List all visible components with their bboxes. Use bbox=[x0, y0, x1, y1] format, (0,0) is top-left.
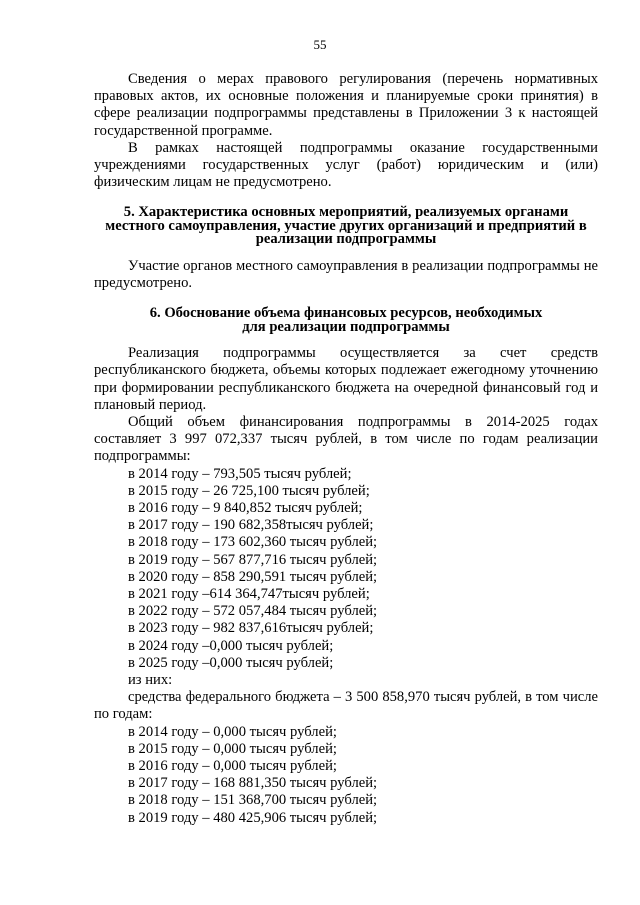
list-item: в 2016 году – 0,000 тысяч рублей; bbox=[128, 758, 337, 775]
list-item: в 2025 году –0,000 тысяч рублей; bbox=[128, 654, 334, 671]
section-6-paragraph-2: Общий объем финансирования подпрограммы в 2014-2025 годах составляет 3 997 072,337 тысяч рублей, в том числе по годам реализации подпрограммы: bbox=[94, 414, 598, 465]
section-5-paragraph: Участие органов местного самоуправления в реализации подпрограммы не предусмотрено. bbox=[94, 257, 598, 291]
list-item: в 2019 году – 480 425,906 тысяч рублей; bbox=[128, 809, 378, 826]
paragraph-state-services: В рамках настоящей подпрограммы оказание государственными учреждениями государственных услуг (работ) юридическим и (или) физическим лицам не предусмотрено. bbox=[94, 139, 598, 191]
list-item: в 2018 году – 151 368,700 тысяч рублей; bbox=[128, 792, 378, 809]
paragraph-legal-regulation: Сведения о мерах правового регулирования (перечень нормативных правовых актов, их основные положения и планируемые сроки принятия) в сфере реализации подпрограммы представлены в Приложении 3 к настоящей государственной программе. bbox=[94, 71, 598, 139]
list-item: в 2014 году – 793,505 тысяч рублей; bbox=[128, 465, 352, 482]
section-6-title-line-1: 6. Обоснование объема финансовых ресурсов, необходимых bbox=[149, 305, 543, 321]
federal-budget-paragraph: средства федерального бюджета – 3 500 858,970 тысяч рублей, в том числе по годам: bbox=[94, 689, 598, 723]
list-item: в 2017 году – 190 682,358тысяч рублей; bbox=[128, 517, 374, 534]
list-item: в 2014 году – 0,000 тысяч рублей; bbox=[128, 723, 337, 740]
section-6-paragraph-1: Реализация подпрограммы осуществляется за счет средств республиканского бюджета, объемы которых подлежает ежегодному уточнению при формировании республиканского бюджета на очередной финансовый год и плановый период. bbox=[94, 345, 598, 413]
list-item: в 2018 году – 173 602,360 тысяч рублей; bbox=[128, 534, 378, 551]
list-item: в 2016 году – 9 840,852 тысяч рублей; bbox=[128, 500, 363, 517]
list-item: в 2022 году – 572 057,484 тысяч рублей; bbox=[128, 603, 378, 620]
financing-by-year-list bbox=[94, 466, 598, 672]
federal-by-year-list bbox=[94, 724, 598, 827]
section-6-title-line-2: для реализации подпрограммы bbox=[242, 318, 450, 335]
section-5-title-line-1: 5. Характеристика основных мероприятий, реализуемых органами bbox=[123, 204, 569, 220]
section-5-title-line-3: реализации подпрограммы bbox=[255, 231, 437, 248]
of-them-label: из них: bbox=[128, 672, 173, 689]
page-number: 55 bbox=[313, 37, 327, 52]
section-5-title-line-2: местного самоуправления, участие других организаций и предприятий в bbox=[105, 217, 587, 234]
list-item: в 2015 году – 0,000 тысяч рублей; bbox=[128, 740, 337, 757]
list-item: в 2021 году –614 364,747тысяч рублей; bbox=[128, 586, 370, 603]
list-item: в 2017 году – 168 881,350 тысяч рублей; bbox=[128, 775, 378, 792]
section-6 bbox=[94, 307, 598, 827]
list-item: в 2024 году –0,000 тысяч рублей; bbox=[128, 637, 334, 654]
list-item: в 2020 году – 858 290,591 тысяч рублей; bbox=[128, 568, 378, 585]
intro-block bbox=[94, 71, 598, 191]
list-item: в 2023 году – 982 837,616тысяч рублей; bbox=[128, 620, 374, 637]
section-5 bbox=[94, 206, 598, 292]
list-item: в 2019 году – 567 877,716 тысяч рублей; bbox=[128, 551, 378, 568]
list-item: в 2015 году – 26 725,100 тысяч рублей; bbox=[128, 482, 370, 499]
